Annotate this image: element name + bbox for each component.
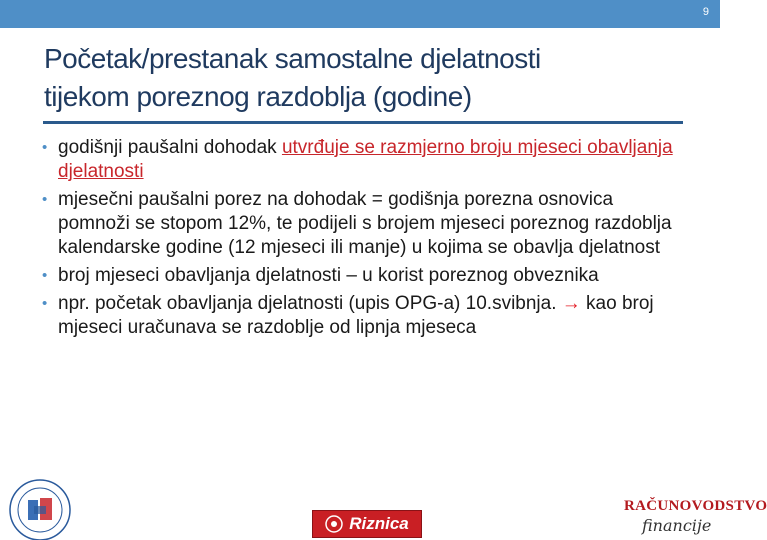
title-line-1: Početak/prestanak samostalne djelatnosti <box>44 43 541 74</box>
bullet-text: broj mjeseci obavljanja djelatnosti – u korist poreznog obveznika <box>58 265 599 286</box>
bullet-item <box>42 292 682 340</box>
riznica-logo <box>312 510 422 538</box>
bullet-item <box>42 188 682 260</box>
bullet-text: kao broj mjeseci uračunava se razdoblje od lipnja mjeseca <box>58 293 654 338</box>
slide-title <box>44 40 684 116</box>
logo-text-top: RAČUNOVODSTVO <box>624 498 767 514</box>
title-line-2: tijekom poreznog razdoblja (godine) <box>44 81 472 112</box>
bullet-item <box>42 136 682 184</box>
bullet-list <box>42 136 682 344</box>
header-bar <box>0 0 720 28</box>
highlighted-text: utvrđuje se razmjerno broju mjeseci obavljanja djelatnosti <box>58 137 673 182</box>
slide-number: 9 <box>702 6 709 18</box>
bullet-text: npr. početak obavljanja djelatnosti (upis OPG-a) 10.svibnja. <box>58 293 562 314</box>
logo-text-bottom: financije <box>642 516 712 535</box>
institution-seal-logo <box>0 470 78 538</box>
riznica-label: Riznica <box>349 514 409 533</box>
bullet-text: mjesečni paušalni porez na dohodak = godišnja porezna osnovica pomnoži se stopom 12%, te podijeli s brojem mjeseci poreznog razdoblja kalendarske godine (12 mjeseci ili manje) u kojima se obavlja djelatnost <box>58 189 672 258</box>
arrow-icon: → <box>561 293 581 314</box>
racunovodstvo-financije-logo <box>622 496 767 540</box>
title-underline <box>43 121 683 124</box>
riznica-emblem-icon <box>325 515 343 533</box>
bullet-text: godišnji paušalni dohodak <box>58 137 282 158</box>
bullet-item <box>42 264 682 288</box>
